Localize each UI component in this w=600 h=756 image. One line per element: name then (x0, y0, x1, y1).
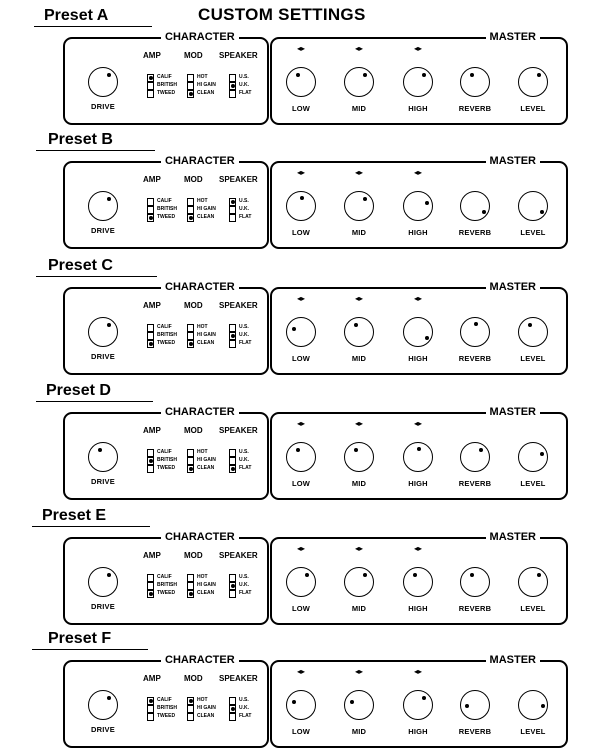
preset-c (0, 257, 600, 383)
amp-option-label: TWEED (157, 214, 176, 220)
reverb-label: REVERB (458, 228, 492, 237)
mod-option-label: HOT (197, 324, 208, 330)
mid-indicator-dot (363, 197, 367, 201)
mod-option-clean-checkbox[interactable] (187, 214, 194, 222)
amp-option-british-checkbox[interactable] (147, 206, 154, 214)
level-knob[interactable] (518, 442, 548, 472)
mod-option-clean-checkbox[interactable] (187, 90, 194, 98)
high-indicator-dot (413, 573, 417, 577)
adjust-arrows-icon: ◂▸ (296, 419, 306, 428)
mid-knob[interactable] (344, 67, 374, 97)
speaker-option-flat-checkbox[interactable] (229, 214, 236, 222)
preset-label: Preset E (42, 507, 107, 524)
adjust-arrows-icon: ◂▸ (354, 544, 364, 553)
speaker-option-label: U.S. (239, 697, 249, 703)
high-indicator-dot (425, 201, 429, 205)
mod-option-label: HOT (197, 574, 208, 580)
level-knob[interactable] (518, 67, 548, 97)
adjust-arrows-icon: ◂▸ (354, 419, 364, 428)
drive-indicator-dot (107, 197, 111, 201)
mod-option-clean-checkbox[interactable] (187, 713, 194, 721)
mod-option-label: HI GAIN (197, 705, 216, 711)
amp-header: AMP (143, 674, 161, 683)
level-knob[interactable] (518, 191, 548, 221)
speaker-header: SPEAKER (219, 51, 258, 60)
master-panel (270, 531, 568, 625)
amp-option-tweed-checkbox[interactable] (147, 340, 154, 348)
master-panel (270, 406, 568, 500)
reverb-knob[interactable] (460, 191, 490, 221)
amp-option-label: BRITISH (157, 705, 177, 711)
mod-option-label: CLEAN (197, 214, 215, 220)
amp-option-british-checkbox[interactable] (147, 82, 154, 90)
level-indicator-dot (528, 323, 532, 327)
speaker-option-flat-checkbox[interactable] (229, 713, 236, 721)
speaker-option-label: U.S. (239, 74, 249, 80)
high-knob[interactable] (403, 317, 433, 347)
amp-option-tweed-checkbox[interactable] (147, 713, 154, 721)
mod-option-higain-checkbox[interactable] (187, 457, 194, 465)
reverb-knob[interactable] (460, 442, 490, 472)
master-panel-title: MASTER (486, 30, 540, 44)
character-panel (63, 281, 269, 375)
character-panel (63, 654, 269, 748)
high-label: HIGH (408, 354, 428, 363)
preset-label: Preset D (46, 382, 111, 399)
mid-label: MID (351, 104, 367, 113)
mod-option-label: HOT (197, 449, 208, 455)
mod-option-hot-checkbox[interactable] (187, 324, 194, 332)
mid-indicator-dot (354, 448, 358, 452)
low-knob[interactable] (286, 442, 316, 472)
amp-header: AMP (143, 426, 161, 435)
amp-option-label: TWEED (157, 465, 176, 471)
preset-underline (32, 526, 150, 527)
reverb-indicator-dot (482, 210, 486, 214)
speaker-option-label: U.K. (239, 332, 249, 338)
preset-label: Preset B (48, 131, 113, 148)
level-knob[interactable] (518, 690, 548, 720)
low-indicator-dot (300, 196, 304, 200)
speaker-option-uk-checkbox[interactable] (229, 582, 236, 590)
mod-option-label: CLEAN (197, 590, 215, 596)
mid-indicator-dot (363, 73, 367, 77)
mid-indicator-dot (363, 573, 367, 577)
mod-header: MOD (184, 551, 203, 560)
low-knob[interactable] (286, 690, 316, 720)
high-knob[interactable] (403, 690, 433, 720)
low-label: LOW (291, 104, 311, 113)
drive-label: DRIVE (91, 477, 115, 486)
high-label: HIGH (408, 727, 428, 736)
master-panel-title: MASTER (486, 530, 540, 544)
reverb-label: REVERB (458, 354, 492, 363)
master-panel-title: MASTER (486, 653, 540, 667)
mod-option-hot-checkbox[interactable] (187, 574, 194, 582)
reverb-knob[interactable] (460, 67, 490, 97)
preset-label: Preset F (48, 630, 112, 647)
preset-label: Preset C (48, 257, 113, 274)
mod-option-label: HI GAIN (197, 332, 216, 338)
amp-option-calif-checkbox[interactable] (147, 697, 154, 705)
mid-knob[interactable] (344, 567, 374, 597)
speaker-option-uk-checkbox[interactable] (229, 705, 236, 713)
amp-option-calif-checkbox[interactable] (147, 74, 154, 82)
amp-option-label: CALIF (157, 198, 172, 204)
low-label: LOW (291, 727, 311, 736)
reverb-knob[interactable] (460, 690, 490, 720)
speaker-header: SPEAKER (219, 674, 258, 683)
mid-label: MID (351, 727, 367, 736)
preset-label: Preset A (44, 7, 109, 24)
speaker-header: SPEAKER (219, 175, 258, 184)
character-panel-title: CHARACTER (161, 280, 239, 294)
adjust-arrows-icon: ◂▸ (296, 544, 306, 553)
reverb-indicator-dot (474, 322, 478, 326)
reverb-indicator-dot (465, 704, 469, 708)
level-label: LEVEL (520, 228, 546, 237)
character-panel-title: CHARACTER (161, 30, 239, 44)
preset-d (0, 382, 600, 508)
low-indicator-dot (296, 73, 300, 77)
level-knob[interactable] (518, 567, 548, 597)
speaker-option-label: U.K. (239, 206, 249, 212)
amp-option-tweed-checkbox[interactable] (147, 90, 154, 98)
speaker-header: SPEAKER (219, 551, 258, 560)
mod-option-clean-checkbox[interactable] (187, 465, 194, 473)
mod-option-higain-checkbox[interactable] (187, 332, 194, 340)
preset-a (0, 7, 600, 133)
mid-label: MID (351, 354, 367, 363)
drive-indicator-dot (107, 696, 111, 700)
adjust-arrows-icon: ◂▸ (413, 419, 423, 428)
preset-e (0, 507, 600, 633)
speaker-option-label: U.K. (239, 457, 249, 463)
drive-indicator-dot (107, 73, 111, 77)
low-knob[interactable] (286, 567, 316, 597)
amp-option-british-checkbox[interactable] (147, 457, 154, 465)
adjust-arrows-icon: ◂▸ (296, 667, 306, 676)
speaker-option-label: FLAT (239, 90, 252, 96)
speaker-option-flat-checkbox[interactable] (229, 90, 236, 98)
level-indicator-dot (540, 210, 544, 214)
speaker-option-us-checkbox[interactable] (229, 74, 236, 82)
character-panel-title: CHARACTER (161, 653, 239, 667)
amp-header: AMP (143, 301, 161, 310)
mod-option-hot-checkbox[interactable] (187, 697, 194, 705)
speaker-option-flat-checkbox[interactable] (229, 465, 236, 473)
speaker-option-flat-checkbox[interactable] (229, 590, 236, 598)
high-knob[interactable] (403, 191, 433, 221)
preset-underline (34, 26, 152, 27)
level-label: LEVEL (520, 727, 546, 736)
reverb-knob[interactable] (460, 567, 490, 597)
reverb-label: REVERB (458, 479, 492, 488)
reverb-label: REVERB (458, 604, 492, 613)
high-label: HIGH (408, 228, 428, 237)
mod-header: MOD (184, 301, 203, 310)
master-panel-title: MASTER (486, 280, 540, 294)
amp-option-label: CALIF (157, 74, 172, 80)
preset-b (0, 131, 600, 257)
adjust-arrows-icon: ◂▸ (296, 44, 306, 53)
mid-indicator-dot (354, 323, 358, 327)
mid-knob[interactable] (344, 442, 374, 472)
mid-indicator-dot (350, 700, 354, 704)
mid-knob[interactable] (344, 191, 374, 221)
amp-option-tweed-checkbox[interactable] (147, 590, 154, 598)
level-label: LEVEL (520, 604, 546, 613)
drive-indicator-dot (107, 323, 111, 327)
mod-option-higain-checkbox[interactable] (187, 582, 194, 590)
amp-option-label: CALIF (157, 697, 172, 703)
low-indicator-dot (296, 448, 300, 452)
character-panel (63, 406, 269, 500)
speaker-option-label: U.K. (239, 582, 249, 588)
level-indicator-dot (537, 73, 541, 77)
speaker-option-uk-checkbox[interactable] (229, 82, 236, 90)
low-label: LOW (291, 604, 311, 613)
character-panel-title: CHARACTER (161, 405, 239, 419)
mod-option-label: CLEAN (197, 90, 215, 96)
speaker-option-label: FLAT (239, 214, 252, 220)
reverb-indicator-dot (479, 448, 483, 452)
low-label: LOW (291, 354, 311, 363)
speaker-option-label: FLAT (239, 465, 252, 471)
amp-option-british-checkbox[interactable] (147, 582, 154, 590)
low-label: LOW (291, 479, 311, 488)
character-panel (63, 531, 269, 625)
drive-label: DRIVE (91, 226, 115, 235)
drive-knob[interactable] (88, 67, 118, 97)
speaker-option-label: U.S. (239, 574, 249, 580)
mid-label: MID (351, 604, 367, 613)
character-panel-title: CHARACTER (161, 154, 239, 168)
master-panel-title: MASTER (486, 154, 540, 168)
preset-underline (36, 401, 153, 402)
level-indicator-dot (540, 452, 544, 456)
drive-label: DRIVE (91, 352, 115, 361)
preset-underline (32, 649, 148, 650)
amp-option-label: BRITISH (157, 582, 177, 588)
amp-option-label: BRITISH (157, 332, 177, 338)
drive-knob[interactable] (88, 191, 118, 221)
drive-knob[interactable] (88, 567, 118, 597)
character-panel-title: CHARACTER (161, 530, 239, 544)
drive-label: DRIVE (91, 102, 115, 111)
drive-indicator-dot (98, 448, 102, 452)
amp-header: AMP (143, 175, 161, 184)
amp-option-british-checkbox[interactable] (147, 332, 154, 340)
mid-knob[interactable] (344, 690, 374, 720)
master-panel-title: MASTER (486, 405, 540, 419)
speaker-option-label: U.K. (239, 705, 249, 711)
master-panel (270, 654, 568, 748)
speaker-option-label: U.S. (239, 324, 249, 330)
drive-label: DRIVE (91, 602, 115, 611)
reverb-indicator-dot (470, 573, 474, 577)
drive-indicator-dot (107, 573, 111, 577)
amp-option-label: BRITISH (157, 206, 177, 212)
adjust-arrows-icon: ◂▸ (296, 168, 306, 177)
character-panel (63, 31, 269, 125)
mod-option-label: HOT (197, 198, 208, 204)
mod-header: MOD (184, 426, 203, 435)
mod-option-clean-checkbox[interactable] (187, 590, 194, 598)
character-panel (63, 155, 269, 249)
speaker-option-label: U.S. (239, 449, 249, 455)
mod-header: MOD (184, 51, 203, 60)
mod-header: MOD (184, 175, 203, 184)
speaker-option-label: U.S. (239, 198, 249, 204)
amp-option-tweed-checkbox[interactable] (147, 465, 154, 473)
amp-option-label: BRITISH (157, 82, 177, 88)
speaker-option-us-checkbox[interactable] (229, 449, 236, 457)
speaker-option-label: FLAT (239, 590, 252, 596)
drive-knob[interactable] (88, 317, 118, 347)
mod-option-hot-checkbox[interactable] (187, 198, 194, 206)
level-label: LEVEL (520, 354, 546, 363)
mid-knob[interactable] (344, 317, 374, 347)
master-panel (270, 31, 568, 125)
preset-underline (36, 150, 155, 151)
speaker-option-uk-checkbox[interactable] (229, 457, 236, 465)
amp-option-label: CALIF (157, 449, 172, 455)
level-label: LEVEL (520, 479, 546, 488)
drive-label: DRIVE (91, 725, 115, 734)
amp-option-label: TWEED (157, 713, 176, 719)
level-knob[interactable] (518, 317, 548, 347)
preset-f (0, 630, 600, 756)
mod-option-higain-checkbox[interactable] (187, 82, 194, 90)
mod-option-label: CLEAN (197, 340, 215, 346)
low-knob[interactable] (286, 67, 316, 97)
speaker-option-label: FLAT (239, 713, 252, 719)
drive-knob[interactable] (88, 442, 118, 472)
amp-option-label: TWEED (157, 90, 176, 96)
adjust-arrows-icon: ◂▸ (413, 168, 423, 177)
amp-header: AMP (143, 551, 161, 560)
high-indicator-dot (425, 336, 429, 340)
adjust-arrows-icon: ◂▸ (296, 294, 306, 303)
speaker-option-us-checkbox[interactable] (229, 324, 236, 332)
amp-option-label: CALIF (157, 324, 172, 330)
adjust-arrows-icon: ◂▸ (413, 544, 423, 553)
high-label: HIGH (408, 479, 428, 488)
mod-option-hot-checkbox[interactable] (187, 74, 194, 82)
mod-option-label: HOT (197, 697, 208, 703)
adjust-arrows-icon: ◂▸ (413, 44, 423, 53)
speaker-option-flat-checkbox[interactable] (229, 340, 236, 348)
speaker-option-uk-checkbox[interactable] (229, 206, 236, 214)
reverb-indicator-dot (470, 73, 474, 77)
level-indicator-dot (541, 704, 545, 708)
amp-option-label: BRITISH (157, 457, 177, 463)
speaker-header: SPEAKER (219, 301, 258, 310)
mod-option-label: CLEAN (197, 713, 215, 719)
master-panel (270, 155, 568, 249)
speaker-option-uk-checkbox[interactable] (229, 332, 236, 340)
speaker-option-us-checkbox[interactable] (229, 697, 236, 705)
low-label: LOW (291, 228, 311, 237)
amp-option-calif-checkbox[interactable] (147, 574, 154, 582)
preset-underline (36, 276, 157, 277)
amp-option-calif-checkbox[interactable] (147, 324, 154, 332)
low-knob[interactable] (286, 191, 316, 221)
page-title: CUSTOM SETTINGS (198, 5, 366, 24)
high-knob[interactable] (403, 442, 433, 472)
high-label: HIGH (408, 604, 428, 613)
mid-label: MID (351, 479, 367, 488)
mod-option-label: HOT (197, 74, 208, 80)
drive-knob[interactable] (88, 690, 118, 720)
mod-header: MOD (184, 674, 203, 683)
master-panel (270, 281, 568, 375)
amp-option-label: TWEED (157, 340, 176, 346)
amp-option-british-checkbox[interactable] (147, 705, 154, 713)
high-knob[interactable] (403, 567, 433, 597)
amp-option-calif-checkbox[interactable] (147, 449, 154, 457)
high-indicator-dot (422, 73, 426, 77)
mod-option-label: HI GAIN (197, 206, 216, 212)
amp-option-calif-checkbox[interactable] (147, 198, 154, 206)
mod-option-higain-checkbox[interactable] (187, 206, 194, 214)
adjust-arrows-icon: ◂▸ (413, 667, 423, 676)
reverb-label: REVERB (458, 104, 492, 113)
amp-option-label: TWEED (157, 590, 176, 596)
mod-option-label: HI GAIN (197, 582, 216, 588)
adjust-arrows-icon: ◂▸ (354, 294, 364, 303)
amp-option-label: CALIF (157, 574, 172, 580)
high-indicator-dot (422, 696, 426, 700)
mod-option-hot-checkbox[interactable] (187, 449, 194, 457)
reverb-knob[interactable] (460, 317, 490, 347)
level-indicator-dot (537, 573, 541, 577)
high-knob[interactable] (403, 67, 433, 97)
mod-option-clean-checkbox[interactable] (187, 340, 194, 348)
adjust-arrows-icon: ◂▸ (354, 44, 364, 53)
low-knob[interactable] (286, 317, 316, 347)
low-indicator-dot (292, 700, 296, 704)
adjust-arrows-icon: ◂▸ (354, 667, 364, 676)
amp-header: AMP (143, 51, 161, 60)
speaker-option-label: FLAT (239, 340, 252, 346)
adjust-arrows-icon: ◂▸ (413, 294, 423, 303)
speaker-option-label: U.K. (239, 82, 249, 88)
low-indicator-dot (292, 327, 296, 331)
reverb-label: REVERB (458, 727, 492, 736)
mod-option-higain-checkbox[interactable] (187, 705, 194, 713)
mod-option-label: HI GAIN (197, 457, 216, 463)
speaker-header: SPEAKER (219, 426, 258, 435)
mod-option-label: HI GAIN (197, 82, 216, 88)
speaker-option-us-checkbox[interactable] (229, 198, 236, 206)
mid-label: MID (351, 228, 367, 237)
amp-option-tweed-checkbox[interactable] (147, 214, 154, 222)
speaker-option-us-checkbox[interactable] (229, 574, 236, 582)
adjust-arrows-icon: ◂▸ (354, 168, 364, 177)
high-label: HIGH (408, 104, 428, 113)
mod-option-label: CLEAN (197, 465, 215, 471)
level-label: LEVEL (520, 104, 546, 113)
high-indicator-dot (417, 447, 421, 451)
low-indicator-dot (305, 573, 309, 577)
